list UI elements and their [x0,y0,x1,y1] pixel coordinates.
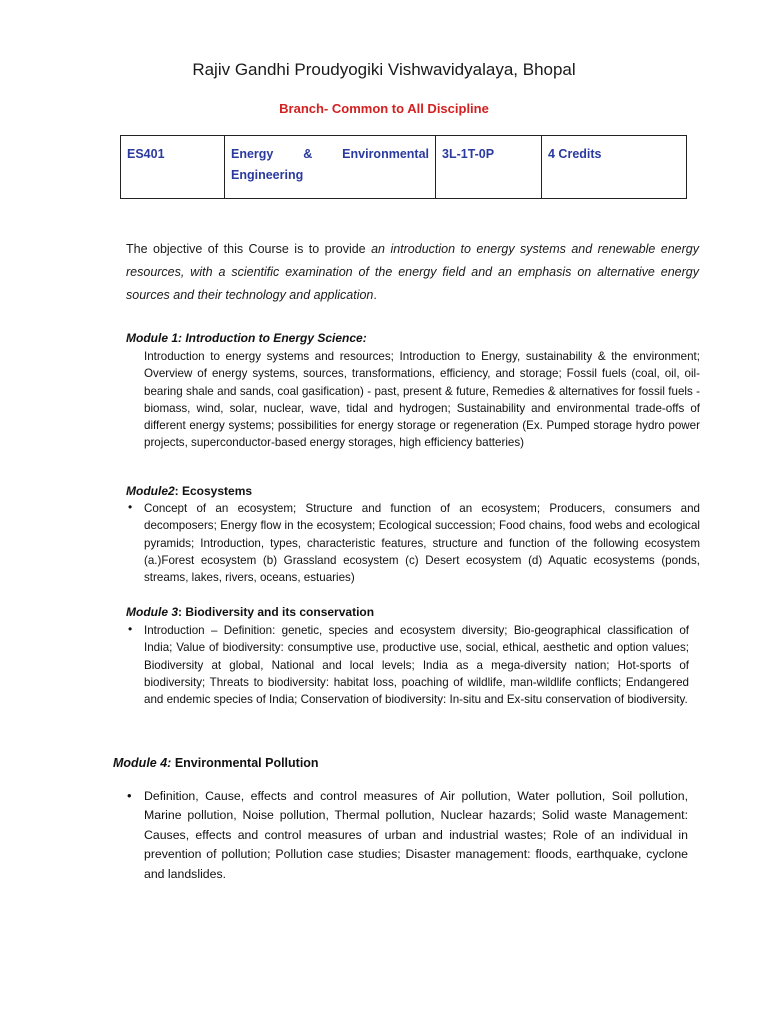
module-2-title: : Ecosystems [174,484,253,498]
module-4-body: Definition, Cause, effects and control measures of Air pollution, Water pollution, Soil pollution, Marine pollution, Noise pollution, Thermal pollution, Nuclear hazards; Solid waste Management: Causes, effects and control measures of urban and industrial wastes; Role of an individual in prevention of pollution; Pollution case studies; Disaster management: floods, earthquake, cyclone and landslides. [144,789,688,881]
module-4-bullet: • [127,788,132,803]
module-2-body: Concept of an ecosystem; Structure and function of an ecosystem; Producers, consumers and decomposers; Energy flow in the ecosystem; Ecological succession; Food chains, food webs and ecological pyramids; Introduction, types, characteristic features, structure and function of the following ecosystem (a.)Forest ecosystem (b) Grassland ecosystem (c) Desert ecosystem (d) Aquatic ecosystems (ponds, streams, lakes, rivers, oceans, estuaries) [144,502,700,585]
course-code: ES401 [121,136,225,199]
module-2-label: Module2 [126,484,175,498]
course-credits: 4 Credits [542,136,687,199]
module-4-heading [113,756,319,770]
module-1-body: Introduction to energy systems and resources; Introduction to Energy, sustainability & the environment; Overview of energy systems, sources, transformations, efficiency, and storage; Fossil fuels (coal, oil, oil-bearing shale and sands, coal gasification) - past, present & future, Remedies & alternatives for fossil fuels - biomass, wind, solar, nuclear, wave, tidal and hydrogen; Sustainability and environmental trade-offs of different energy systems; possibilities for energy storage or regeneration (Ex. Pumped storage hydro power projects, superconductor-based energy storages, high efficiency batteries) [144,350,700,450]
course-ltp: 3L-1T-0P [436,136,542,199]
module-3-label: Module 3 [126,605,179,619]
objective-plain: The objective of this Course is to provide [126,242,372,256]
module-3-bullet: • [128,622,133,636]
course-title-word-1: Energy [231,147,274,161]
course-title-ampersand: & [303,147,313,161]
module-3-title: : Biodiversity and its conservation [178,605,375,619]
course-title-line-2: Engineering [231,168,304,182]
objective-italic: an introduction to energy systems and renewable energy resources, with a scientific examination of the energy field and an emphasis on alternative energy sources and their technology and application [126,242,700,302]
module-1-heading [126,331,367,345]
university-title: Rajiv Gandhi Proudyogiki Vishwavidyalaya, Bhopal [192,60,576,79]
course-objective [126,238,699,307]
module-3-heading [126,605,374,619]
course-row [121,136,687,199]
module-4-label: Module 4: [113,756,172,770]
module-2-bullet: • [128,500,133,514]
course-table [120,135,687,199]
module-3-body: Introduction – Definition: genetic, species and ecosystem diversity; Bio-geographical classification of India; Value of biodiversity: consumptive use, productive use, social, ethical, aesthetic and option values; Biodiversity at global, National and local levels; India as a mega-diversity nation; Hot-sports of biodiversity; Threats to biodiversity: habitat loss, poaching of wildlife, man-wildlife conflicts; Endangered and endemic species of India; Conservation of biodiversity: In-situ and Ex-situ conservation of biodiversity. [144,624,689,707]
branch-heading: Branch- Common to All Discipline [279,101,489,116]
course-title [225,136,436,199]
module-4-title: Environmental Pollution [171,756,319,770]
module-2-heading [126,484,252,498]
objective-end: . [373,288,377,302]
course-title-word-2: Environmental [342,147,429,161]
module-1-label: Module 1: Introduction to Energy Science: [126,331,367,345]
